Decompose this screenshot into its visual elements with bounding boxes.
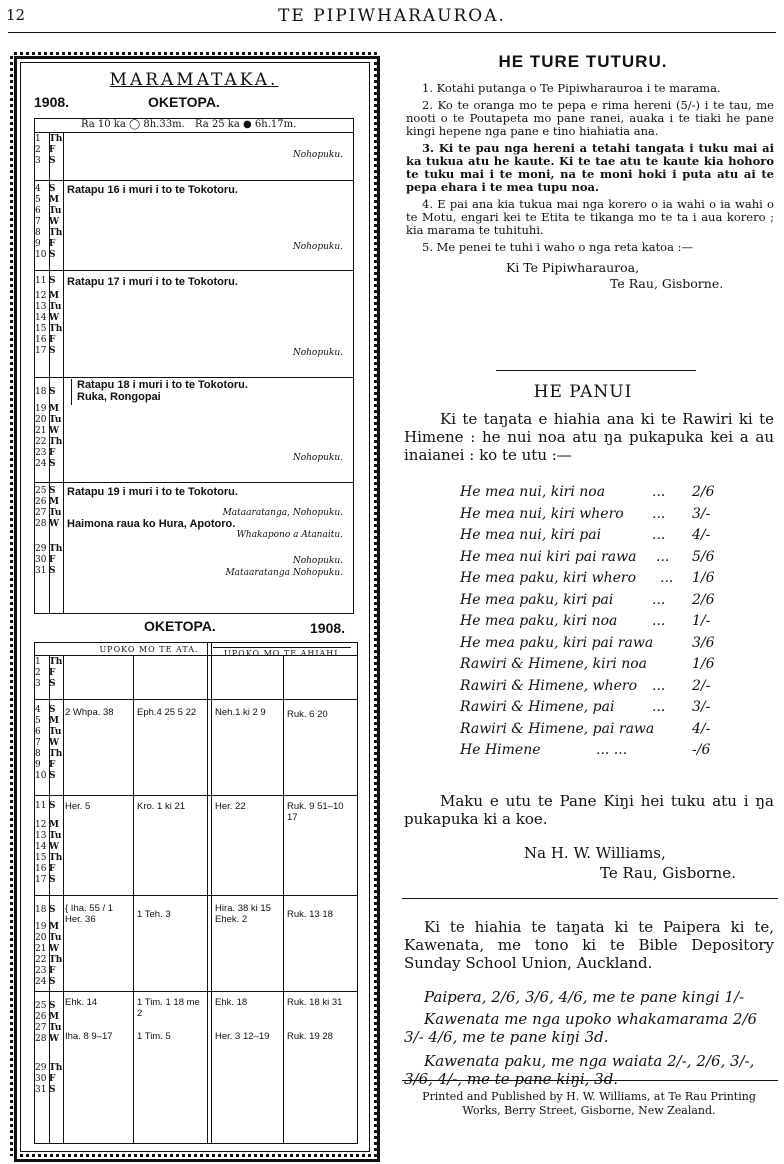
weekday-letters: S M Tu W Th F S bbox=[49, 276, 63, 356]
separator bbox=[496, 370, 696, 371]
day-numbers: 4 5 6 7 8 9 10 bbox=[35, 184, 47, 260]
bible-line-1: Paipera, 2/6, 3/6, 4/6, me te pane kingi 1/- bbox=[424, 988, 745, 1006]
morning-lesson-1: 2 Whpa. 38 bbox=[65, 707, 114, 718]
calendar-week bbox=[35, 180, 353, 271]
week-note: Mataaratanga Nohopuku. bbox=[225, 568, 343, 578]
sunday-title: Ratapu 19 i muri i to te Tokotoru. bbox=[67, 486, 238, 498]
evening-lesson-1: Ehk. 18 bbox=[215, 997, 248, 1008]
price-item: He Himene ... ... -/6 bbox=[460, 742, 711, 758]
separator bbox=[402, 898, 778, 899]
bible-line-3: Kawenata paku, me nga waiata 2/-, 2/6, 3/-, 3/6, 4/-, me te pane kiŋi, 3d. bbox=[404, 1052, 755, 1088]
address-line-2: Te Rau, Gisborne. bbox=[610, 276, 724, 291]
rules-list bbox=[406, 82, 774, 292]
header-rule bbox=[8, 32, 776, 33]
morning-lesson-1: Her. 5 bbox=[65, 801, 91, 812]
weekday-letters: S M Tu W Th F S bbox=[49, 184, 63, 260]
sunday-title: Ratapu 16 i muri i to te Tokotoru. bbox=[67, 184, 238, 196]
evening-lesson-1: Hira. 38 ki 15 Ehek. 2 bbox=[215, 903, 271, 925]
week-note: Nohopuku. bbox=[292, 453, 343, 463]
lessons-table bbox=[34, 642, 358, 1144]
weekday-letters: Th F S bbox=[49, 134, 63, 166]
frame-border-bottom bbox=[14, 1154, 380, 1157]
evening-lesson-1: Her. 22 bbox=[215, 801, 246, 812]
week-note: Nohopuku. bbox=[292, 348, 343, 358]
price-list bbox=[460, 482, 760, 762]
calendar-month: OKETOPA. bbox=[148, 94, 220, 110]
evening-lesson-1b: Her. 3 12–19 bbox=[215, 1031, 270, 1042]
notice-outro: Maku e utu te Pane Kiŋi hei tuku atu i ŋa pukapuka ki a koe. bbox=[404, 792, 774, 828]
moon-row bbox=[35, 119, 353, 133]
price-item: Rawiri & Himene, pai rawa 4/- bbox=[460, 720, 711, 737]
price-item: Rawiri & Himene, whero ... 2/- bbox=[460, 677, 711, 694]
week-note: Mataaratanga, Nohopuku. bbox=[222, 508, 343, 518]
price-item: He mea paku, kiri pai ... 2/6 bbox=[460, 591, 715, 608]
evening-lesson-2: Ruk. 9 51–10 17 bbox=[287, 801, 344, 823]
morning-lesson-1b: Iha. 8 9–17 bbox=[65, 1031, 113, 1042]
saint-day: Ruka, Rongopai bbox=[77, 391, 161, 403]
morning-lesson-2: 1 Tim. 1 18 me 2 bbox=[137, 997, 200, 1019]
morning-lesson-2b: 1 Tim. 5 bbox=[137, 1031, 171, 1042]
lessons-row: 4 5 6 7 8 9 10 S M Tu W Th F S 2 Whpa. 38 Eph.4 25 5 22 Neh.1 ki 2 9 Ruk. 6 20 bbox=[35, 699, 357, 796]
moon-second: Ra 25 ka ● 6h.17m. bbox=[195, 119, 297, 130]
col-morning: UPOKO MO TE ATA. bbox=[99, 645, 199, 654]
bible-line-2: Kawenata me nga upoko whakamarama 2/6 3/- 4/6, me te pane kiŋi 3d. bbox=[404, 1010, 758, 1046]
lessons-month: OKETOPA. bbox=[144, 618, 216, 634]
calendar-week bbox=[35, 377, 353, 483]
price-item: He mea nui, kiri noa ... 2/6 bbox=[460, 484, 715, 500]
rules-title: HE TURE TUTURU. bbox=[498, 52, 668, 71]
lessons-row: 11 12 13 14 15 16 17 S M Tu W Th F S Her. 5 Kro. 1 ki 21 Her. 22 Ruk. 9 51–10 17 bbox=[35, 795, 357, 896]
price-item: He mea nui, kiri pai ... 4/- bbox=[460, 527, 711, 543]
lessons-row: 25 26 27 28 29 30 31 S M Tu W Th F S Ehk. 14 1 Tim. 1 18 me 2 Ehk. 18 Ruk. 18 ki 31 Iha. 8 9–17 1 Tim. 5 Her. 3 12–19 Ruk. 19 28 bbox=[35, 997, 343, 1095]
lessons-row: 1 2 3 Th F S bbox=[35, 655, 357, 700]
evening-lesson-2: Ruk. 13 18 bbox=[287, 909, 333, 920]
frame-border-top bbox=[14, 52, 380, 55]
notice-signature-2: Te Rau, Gisborne. bbox=[600, 864, 736, 882]
calendar-week bbox=[35, 270, 353, 378]
page-number: 12 bbox=[6, 6, 26, 24]
calendar-heading: MARAMATAKA. bbox=[109, 70, 279, 90]
week-note: Whakapono a Atanaitu. bbox=[236, 530, 343, 540]
notice-intro: Ki te taŋata e hiahia ana ki te Rawiri ki te Himene : he nui noa atu ŋa pukapuka kei a au inaianei : ko te utu :— bbox=[404, 410, 774, 464]
rule-1: 1. Kotahi putanga o Te Pipiwharauroa i te marama. bbox=[422, 81, 721, 95]
morning-lesson-2: Kro. 1 ki 21 bbox=[137, 801, 186, 812]
weekday-letters: S M Tu W Th F S bbox=[49, 486, 63, 576]
evening-lesson-2: Ruk. 18 ki 31 bbox=[287, 997, 343, 1008]
rule-3: 3. Ki te pau nga hereni a tetahi tangata i tuku mai ai ka tukua atu he kaute. Ki te tae atu te kaute kia hohoro te tuku mai i te moni, na te moni hoki i puta atu ai te pepa ehara i te mea tupu noa. bbox=[406, 141, 774, 194]
rule-2: 2. Ko te oranga mo te pepa e rima hereni (5/-) i te tau, me nooti o te Poutapeta mo pane ranei, auaka i te tiaki he pane kingi hepene nga pane e tino hiahiatia ana. bbox=[406, 98, 774, 138]
col-evening: UPOKO MO TE AHIAHI. bbox=[224, 649, 342, 658]
day-numbers: 18 19 20 21 22 23 24 bbox=[35, 387, 47, 469]
day-numbers: 25 26 27 28 29 30 31 bbox=[35, 486, 47, 576]
price-item: He mea paku, kiri noa ... 1/- bbox=[460, 613, 711, 629]
week-note: Nohopuku. bbox=[292, 242, 343, 252]
morning-lesson-2: 1 Teh. 3 bbox=[137, 909, 171, 920]
price-item: Rawiri & Himene, kiri noa 1/6 bbox=[460, 656, 715, 672]
day-numbers: 1 2 3 bbox=[35, 134, 41, 166]
calendar-table bbox=[34, 118, 354, 614]
bible-intro: Ki te hiahia te taŋata ki te Paipera ki te, Kawenata, me tono ki te Bible Depository Sunday School Union, Auckland. bbox=[404, 918, 774, 972]
weekday-letters: S M Tu W Th F S bbox=[49, 387, 63, 469]
price-item: Rawiri & Himene, pai ... 3/- bbox=[460, 699, 711, 715]
evening-underline bbox=[213, 647, 351, 648]
sunday-title: Ratapu 18 i muri i to te Tokotoru. bbox=[77, 379, 248, 391]
frame-border-right bbox=[374, 56, 377, 1156]
day-numbers: 11 12 13 14 15 16 17 bbox=[35, 276, 47, 356]
lessons-year: 1908. bbox=[310, 620, 346, 636]
notice-signature-1: Na H. W. Williams, bbox=[524, 844, 666, 862]
lessons-row: 18 19 20 21 22 23 24 S M Tu W Th F S { Iha. 55 / 1 Her. 36 1 Teh. 3 Hira. 38 ki 15 Ehek. 2 Ruk. 13 18 bbox=[35, 895, 357, 992]
moon-first: Ra 10 ka ◯ 8h.33m. bbox=[81, 119, 185, 130]
price-item: He mea nui, kiri whero ... 3/- bbox=[460, 505, 711, 522]
frame-border-left bbox=[10, 56, 13, 1156]
rule-5: 5. Me penei te tuhi i waho o nga reta katoa :— bbox=[422, 240, 693, 254]
imprint: Printed and Published by H. W. Williams, at Te Rau Printing Works, Berry Street, Gisborne, New Zealand. bbox=[422, 1090, 756, 1117]
separator bbox=[402, 1080, 778, 1081]
calendar-year: 1908. bbox=[34, 94, 70, 110]
price-item: He mea paku, kiri whero ... 1/6 bbox=[460, 570, 715, 586]
saint-day: Haimona raua ko Hura, Apotoro. bbox=[67, 518, 236, 530]
evening-lesson-2b: Ruk. 19 28 bbox=[287, 1031, 333, 1042]
calendar-week bbox=[35, 132, 353, 181]
price-item: He mea paku, kiri pai rawa 3/6 bbox=[460, 634, 715, 651]
rule-4: 4. E pai ana kia tukua mai nga korero o ia wahi o ia wahi o te Motu, engari kei te Etita te tikanga mo te ta i aua korero ; kia marama te tuhituhi. bbox=[406, 197, 774, 237]
morning-lesson-1: { Iha. 55 / 1 Her. 36 bbox=[65, 903, 114, 925]
evening-lesson-2: Ruk. 6 20 bbox=[287, 709, 328, 720]
page-title: TE PIPIWHARAUROA. bbox=[278, 6, 506, 26]
week-note: Nohopuku. bbox=[292, 150, 343, 160]
sunday-title: Ratapu 17 i muri i to te Tokotoru. bbox=[67, 276, 238, 288]
sunday-bracket bbox=[71, 379, 72, 405]
calendar-week bbox=[35, 482, 353, 590]
morning-lesson-1: Ehk. 14 bbox=[65, 997, 98, 1008]
morning-lesson-2: Eph.4 25 5 22 bbox=[137, 707, 197, 718]
price-item: He mea nui kiri pai rawa ... 5/6 bbox=[460, 548, 715, 565]
week-note: Nohopuku. bbox=[292, 556, 343, 566]
address-line-1: Ki Te Pipiwharauroa, bbox=[506, 260, 640, 275]
evening-lesson-1: Neh.1 ki 2 9 bbox=[215, 707, 266, 718]
notice-title: HE PANUI bbox=[533, 382, 633, 402]
